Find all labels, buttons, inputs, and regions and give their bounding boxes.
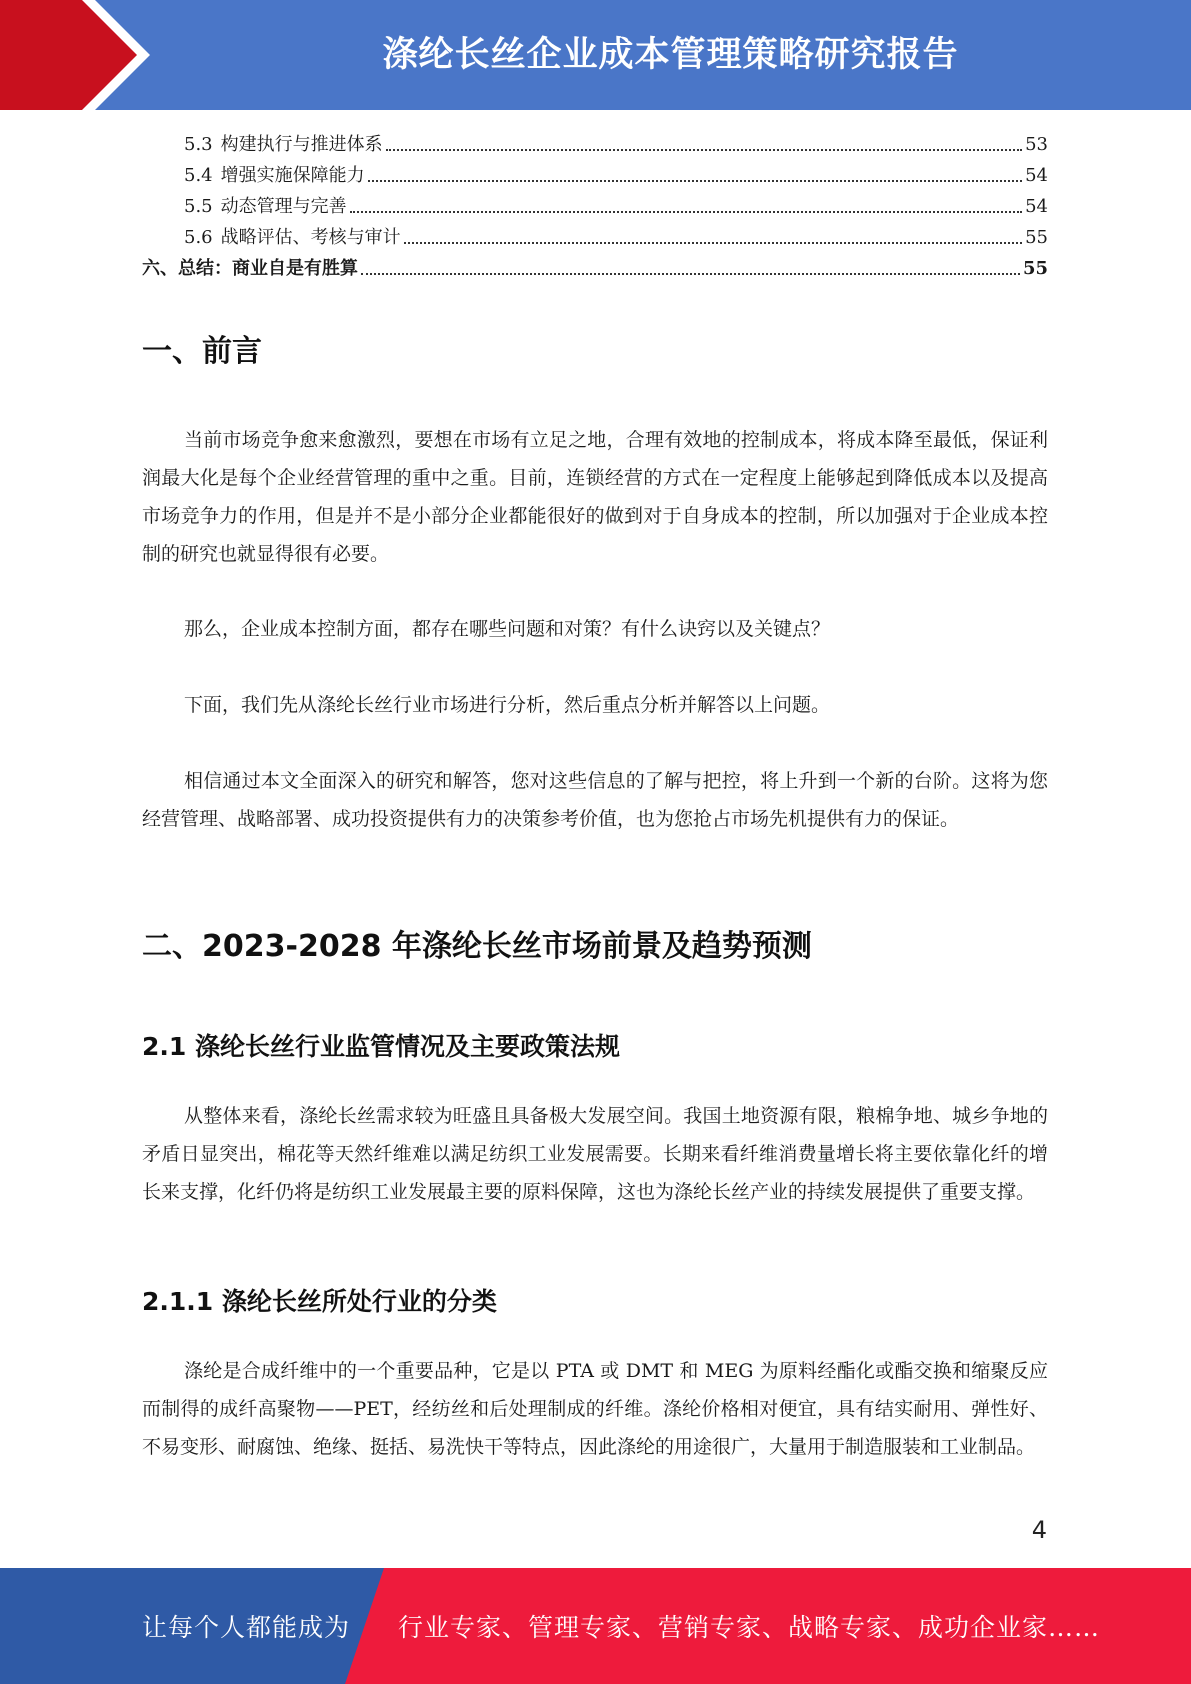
footer-slogan-left: 让每个人都能成为 [142,1613,351,1642]
page-header [0,0,1191,110]
toc-entry-page: 54 [1025,196,1048,217]
toc-leader [404,222,1022,244]
toc-entry-number: 5.4 [184,165,213,186]
paragraph: 涤纶是合成纤维中的一个重要品种，它是以 PTA 或 DMT 和 MEG 为原料经酯化或酯交换和缩聚反应而制得的成纤高聚物——PET，经纺丝和后处理制成的纤维。涤纶价格相对便宜，具有结实耐用、弹性好、不易变形、耐腐蚀、绝缘、挺括、易洗快干等特点，因此涤纶的用途很广，大量用于制造服装和工业制品。 [142,1360,1048,1458]
toc-entry[interactable] [142,160,1048,191]
footer-slogan-right: 行业专家、管理专家、营销专家、战略专家、成功企业家…… [398,1613,1101,1642]
toc-entry-label: 增强实施保障能力 [220,165,365,186]
paragraph: 相信通过本文全面深入的研究和解答，您对这些信息的了解与把控，将上升到一个新的台阶。这将为您经营管理、战略部署、成功投资提供有力的决策参考价值，也为您抢占市场先机提供有力的保证。 [142,770,1048,830]
toc-leader [361,253,1020,275]
toc-entry-number: 5.3 [184,134,213,155]
section-heading-forecast: 二、2023-2028 年涤纶长丝市场前景及趋势预测 [142,929,812,964]
section-heading-preface: 一、前言 [142,334,262,369]
toc-entry-page: 55 [1025,227,1048,248]
toc-leader [386,129,1022,151]
toc-entry-label: 构建执行与推进体系 [220,134,383,155]
paragraph: 那么，企业成本控制方面，都存在哪些问题和对策？有什么诀窍以及关键点？ [184,618,831,640]
toc-entry[interactable] [142,222,1048,253]
subsubsection-heading: 2.1.1 涤纶长丝所处行业的分类 [142,1287,497,1316]
report-title: 涤纶长丝企业成本管理策略研究报告 [382,35,959,75]
page-number: 4 [1031,1516,1047,1544]
toc-leader [350,191,1022,213]
table-of-contents [142,129,1048,284]
toc-entry-chapter[interactable] [142,253,1048,284]
toc-entry[interactable] [142,191,1048,222]
page-footer [0,1568,1191,1684]
toc-entry[interactable] [142,129,1048,160]
paragraph: 下面，我们先从涤纶长丝行业市场进行分析，然后重点分析并解答以上问题。 [184,694,831,716]
paragraph: 当前市场竞争愈来愈激烈，要想在市场有立足之地，合理有效地的控制成本，将成本降至最低，保证利润最大化是每个企业经营管理的重中之重。目前，连锁经营的方式在一定程度上能够起到降低成本以及提高市场竞争力的作用，但是并不是小部分企业都能很好的做到对于自身成本的控制，所以加强对于企业成本控制的研究也就显得很有必要。 [142,429,1048,565]
toc-entry-page: 55 [1022,258,1048,279]
toc-entry-label: 动态管理与完善 [220,196,347,217]
toc-leader [368,160,1022,182]
paragraph: 从整体来看，涤纶长丝需求较为旺盛且具备极大发展空间。我国土地资源有限，粮棉争地、城乡争地的矛盾日显突出，棉花等天然纤维难以满足纺织工业发展需要。长期来看纤维消费量增长将主要依靠化纤的增长来支撑，化纤仍将是纺织工业发展最主要的原料保障，这也为涤纶长丝产业的持续发展提供了重要支撑。 [142,1105,1048,1203]
toc-entry-page: 53 [1025,134,1048,155]
toc-entry-label: 战略评估、考核与审计 [220,227,401,248]
toc-entry-label: 六、总结：商业自是有胜算 [142,258,358,279]
subsection-heading: 2.1 涤纶长丝行业监管情况及主要政策法规 [142,1032,620,1061]
toc-entry-page: 54 [1025,165,1048,186]
toc-entry-number: 5.5 [184,196,213,217]
toc-entry-number: 5.6 [184,227,213,248]
